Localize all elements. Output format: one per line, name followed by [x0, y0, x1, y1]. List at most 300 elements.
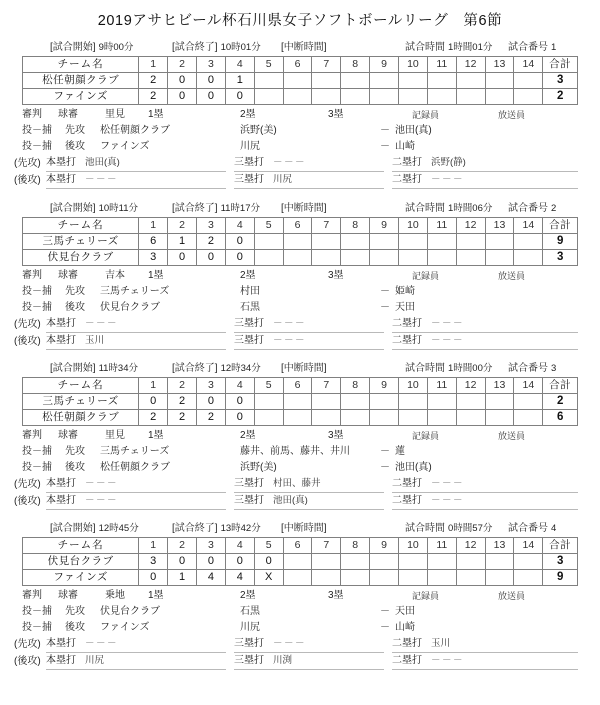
score-table-header-row — [23, 218, 578, 234]
umpire-label: 審判 — [22, 430, 42, 441]
inning-header: 1 — [139, 538, 168, 554]
inning-header: 4 — [225, 57, 254, 73]
duration-label: 試合時間 — [405, 203, 445, 214]
duration-item — [405, 201, 492, 217]
inning-score-cell: 0 — [196, 554, 225, 570]
inning-score-cell: 2 — [168, 394, 197, 410]
triple-value: －－－ — [273, 335, 307, 346]
end-time-value: 11時17分 — [220, 203, 260, 214]
inning-header: 7 — [312, 378, 341, 394]
inning-score-cell — [514, 554, 543, 570]
triple-group — [234, 316, 384, 333]
home-run-group — [46, 493, 226, 510]
score-table-header-row — [23, 57, 578, 73]
break-time-label: [中断時間] — [281, 42, 327, 53]
inning-header: 10 — [399, 218, 428, 234]
announcer-label: 放送員 — [498, 271, 526, 281]
base2-umpire-label: 2塁 — [240, 270, 256, 281]
battery-label: 投－捕 — [22, 125, 52, 136]
inning-score-cell — [341, 394, 370, 410]
total-score-cell: 2 — [543, 394, 578, 410]
attack-order-label: 先攻 — [65, 286, 85, 297]
triple-value: －－－ — [273, 638, 307, 649]
duration-value: 1時間06分 — [448, 203, 493, 214]
triple-value: －－－ — [273, 157, 307, 168]
inning-score-cell: 4 — [225, 570, 254, 586]
inning-score-cell — [312, 89, 341, 105]
inning-header: 8 — [341, 57, 370, 73]
inning-header: 2 — [168, 218, 197, 234]
battery-label: 投－捕 — [22, 606, 52, 617]
inning-score-cell — [456, 234, 485, 250]
end-time-label: [試合終了] — [172, 203, 218, 214]
hit-record-row — [0, 155, 600, 172]
plate-umpire-label: 球審 — [58, 430, 78, 441]
score-table — [22, 377, 578, 426]
double-group — [392, 316, 578, 333]
end-time-value: 13時42分 — [220, 523, 261, 534]
home-run-value: 玉川 — [85, 335, 105, 346]
battery-team-name: 伏見台クラブ — [100, 606, 160, 617]
start-time-label: [試合開始] — [50, 363, 96, 374]
duration-value: 0時間57分 — [448, 523, 493, 534]
inning-header: 7 — [312, 538, 341, 554]
inning-score-cell: 0 — [196, 89, 225, 105]
inning-score-cell — [254, 234, 283, 250]
triple-label: 三塁打 — [234, 638, 264, 649]
duration-item — [405, 521, 492, 537]
double-label: 二塁打 — [392, 318, 422, 329]
start-time-item — [50, 40, 133, 56]
inning-header: 13 — [485, 57, 514, 73]
inning-score-cell — [254, 73, 283, 89]
catcher-value: 天田 — [395, 302, 415, 313]
inning-score-cell — [370, 73, 399, 89]
inning-score-cell: 0 — [225, 554, 254, 570]
team-name-cell: 伏見台クラブ — [23, 554, 139, 570]
end-time-item — [172, 40, 261, 56]
end-time-label: [試合終了] — [172, 523, 218, 534]
battery-row — [0, 284, 600, 300]
team-name-cell: 三馬チェリーズ — [23, 394, 139, 410]
triple-label: 三塁打 — [234, 478, 264, 489]
team-name-cell: ファインズ — [23, 89, 139, 105]
double-group — [392, 333, 578, 350]
team-name-header: チーム名 — [23, 538, 139, 554]
inning-header: 12 — [456, 378, 485, 394]
officials-row — [0, 588, 600, 604]
double-value: －－－ — [431, 335, 465, 346]
officials-row — [0, 107, 600, 123]
battery-row — [0, 460, 600, 476]
inning-header: 5 — [254, 538, 283, 554]
table-row — [23, 554, 578, 570]
start-time-value: 9時00分 — [98, 42, 134, 53]
game-block — [0, 40, 600, 189]
inning-header: 13 — [485, 378, 514, 394]
inning-header: 3 — [196, 378, 225, 394]
home-run-group — [46, 333, 226, 350]
start-time-item — [50, 521, 139, 537]
game-number-value: 1 — [551, 42, 557, 53]
inning-header: 5 — [254, 57, 283, 73]
inning-score-cell: 2 — [139, 89, 168, 105]
home-run-label: 本塁打 — [46, 335, 76, 346]
table-row — [23, 89, 578, 105]
battery-team-name: ファインズ — [100, 141, 150, 152]
inning-score-cell — [283, 394, 312, 410]
page-title: 2019アサヒビール杯石川県女子ソフトボールリーグ 第6節 — [97, 13, 503, 29]
inning-score-cell — [399, 394, 428, 410]
inning-header: 6 — [283, 538, 312, 554]
inning-score-cell — [485, 234, 514, 250]
inning-score-cell: 2 — [196, 234, 225, 250]
inning-header: 3 — [196, 538, 225, 554]
attack-order-label: 先攻 — [65, 125, 85, 136]
inning-header: 4 — [225, 378, 254, 394]
inning-score-cell — [341, 410, 370, 426]
double-group — [392, 493, 578, 510]
inning-score-cell: 0 — [225, 394, 254, 410]
battery-label: 投－捕 — [22, 286, 52, 297]
inning-score-cell — [485, 89, 514, 105]
inning-score-cell — [341, 89, 370, 105]
base1-umpire-label: 1塁 — [148, 430, 164, 441]
battery-dash: － — [380, 606, 390, 617]
inning-score-cell — [514, 234, 543, 250]
game-number-value: 2 — [551, 203, 557, 214]
triple-value: 川渕 — [273, 655, 293, 666]
game-number-label: 試合番号 — [508, 363, 548, 374]
inning-score-cell — [254, 250, 283, 266]
end-time-value: 10時01分 — [220, 42, 261, 53]
total-score-cell: 9 — [543, 570, 578, 586]
triple-group — [234, 333, 384, 350]
inning-score-cell: 0 — [225, 234, 254, 250]
scorer-label: 記録員 — [412, 271, 440, 281]
inning-score-cell: 2 — [168, 410, 197, 426]
double-value: 玉川 — [431, 638, 451, 649]
catcher-value: 姫崎 — [395, 286, 415, 297]
home-run-value: 池田(真) — [85, 157, 120, 168]
inning-score-cell — [514, 250, 543, 266]
plate-umpire-label: 球審 — [58, 590, 78, 601]
double-label: 二塁打 — [392, 638, 422, 649]
inning-header: 12 — [456, 218, 485, 234]
inning-header: 9 — [370, 538, 399, 554]
inning-score-cell — [456, 394, 485, 410]
inning-score-cell — [485, 73, 514, 89]
home-run-label: 本塁打 — [46, 157, 76, 168]
game-detail-rows — [0, 428, 600, 510]
battery-label: 投－捕 — [22, 462, 52, 473]
inning-score-cell — [312, 250, 341, 266]
inning-score-cell: 0 — [254, 554, 283, 570]
inning-score-cell: 0 — [196, 394, 225, 410]
inning-header: 2 — [168, 57, 197, 73]
hit-record-row — [0, 493, 600, 510]
inning-score-cell — [456, 73, 485, 89]
catcher-value: 山崎 — [395, 141, 415, 152]
total-header: 合計 — [543, 378, 578, 394]
inning-score-cell — [427, 89, 456, 105]
inning-score-cell: 2 — [196, 410, 225, 426]
total-score-cell: 3 — [543, 554, 578, 570]
inning-header: 6 — [283, 57, 312, 73]
inning-score-cell — [514, 570, 543, 586]
home-run-value: －－－ — [85, 638, 119, 649]
inning-score-cell — [399, 570, 428, 586]
start-time-item — [50, 361, 138, 377]
inning-header: 1 — [139, 218, 168, 234]
inning-header: 11 — [427, 218, 456, 234]
pitcher-value: 村田 — [240, 286, 260, 297]
catcher-value: 天田 — [395, 606, 415, 617]
double-group — [392, 172, 578, 189]
inning-score-cell: 0 — [225, 410, 254, 426]
home-run-group — [46, 476, 226, 493]
plate-umpire-value: 里見 — [105, 430, 125, 441]
inning-header: 2 — [168, 378, 197, 394]
inning-score-cell: 0 — [196, 250, 225, 266]
triple-value: 村田、藤井 — [273, 478, 321, 489]
hit-record-row — [0, 172, 600, 189]
double-group — [392, 636, 578, 653]
inning-score-cell: X — [254, 570, 283, 586]
total-score-cell: 3 — [543, 250, 578, 266]
double-value: 浜野(静) — [431, 157, 466, 168]
inning-score-cell — [485, 394, 514, 410]
base1-umpire-label: 1塁 — [148, 270, 164, 281]
inning-header: 7 — [312, 218, 341, 234]
inning-score-cell — [370, 570, 399, 586]
inning-score-cell — [254, 410, 283, 426]
inning-header: 5 — [254, 378, 283, 394]
inning-score-cell — [485, 554, 514, 570]
inning-score-cell: 0 — [196, 73, 225, 89]
score-table-header-row — [23, 538, 578, 554]
battery-dash: － — [380, 302, 390, 313]
game-block — [0, 361, 600, 510]
inning-score-cell: 1 — [168, 570, 197, 586]
triple-group — [234, 653, 384, 670]
inning-score-cell — [427, 410, 456, 426]
game-number-label: 試合番号 — [508, 42, 548, 53]
inning-score-cell: 0 — [168, 73, 197, 89]
table-row — [23, 570, 578, 586]
umpire-label: 審判 — [22, 590, 42, 601]
total-score-cell: 3 — [543, 73, 578, 89]
break-time-item — [281, 201, 330, 217]
inning-score-cell — [341, 554, 370, 570]
end-time-item — [172, 361, 261, 377]
attack-order-paren-label: (後攻) — [14, 496, 41, 507]
team-name-header: チーム名 — [23, 378, 139, 394]
team-name-cell: ファインズ — [23, 570, 139, 586]
inning-score-cell — [399, 250, 428, 266]
start-time-item — [50, 201, 138, 217]
score-table — [22, 56, 578, 105]
home-run-value: －－－ — [85, 174, 119, 185]
triple-label: 三塁打 — [234, 318, 264, 329]
home-run-value: －－－ — [85, 478, 119, 489]
double-value: －－－ — [431, 318, 465, 329]
catcher-value: 蓮 — [395, 446, 405, 457]
inning-score-cell — [312, 410, 341, 426]
inning-header: 11 — [427, 57, 456, 73]
inning-header: 11 — [427, 378, 456, 394]
double-label: 二塁打 — [392, 157, 422, 168]
inning-score-cell — [370, 250, 399, 266]
inning-score-cell — [456, 570, 485, 586]
inning-score-cell — [514, 410, 543, 426]
double-value: －－－ — [431, 495, 465, 506]
inning-score-cell: 1 — [225, 73, 254, 89]
game-number-value: 4 — [551, 523, 557, 534]
break-time-item — [281, 361, 330, 377]
scorer-label: 記録員 — [412, 431, 440, 441]
announcer-label: 放送員 — [498, 431, 526, 441]
triple-group — [234, 172, 384, 189]
inning-score-cell — [341, 73, 370, 89]
inning-header: 3 — [196, 218, 225, 234]
inning-score-cell — [370, 410, 399, 426]
inning-score-cell — [514, 394, 543, 410]
attack-order-paren-label: (後攻) — [14, 175, 41, 186]
inning-score-cell — [312, 570, 341, 586]
home-run-group — [46, 172, 226, 189]
inning-score-cell — [370, 234, 399, 250]
battery-team-name: 三馬チェリーズ — [100, 446, 170, 457]
inning-score-cell — [254, 89, 283, 105]
double-value: －－－ — [431, 655, 465, 666]
inning-score-cell: 1 — [168, 234, 197, 250]
game-detail-rows — [0, 268, 600, 350]
attack-order-label: 後攻 — [65, 462, 85, 473]
triple-label: 三塁打 — [234, 655, 264, 666]
inning-header: 4 — [225, 218, 254, 234]
battery-label: 投－捕 — [22, 302, 52, 313]
inning-score-cell — [456, 554, 485, 570]
triple-group — [234, 636, 384, 653]
battery-team-name: ファインズ — [100, 622, 150, 633]
battery-label: 投－捕 — [22, 446, 52, 457]
game-number-item — [508, 521, 556, 537]
attack-order-label: 後攻 — [65, 622, 85, 633]
game-number-value: 3 — [551, 363, 557, 374]
home-run-label: 本塁打 — [46, 174, 76, 185]
base2-umpire-label: 2塁 — [240, 430, 256, 441]
duration-label: 試合時間 — [405, 363, 445, 374]
total-header: 合計 — [543, 218, 578, 234]
catcher-value: 山崎 — [395, 622, 415, 633]
inning-header: 10 — [399, 378, 428, 394]
inning-header: 14 — [514, 378, 543, 394]
battery-team-name: 三馬チェリーズ — [100, 286, 170, 297]
inning-score-cell — [254, 394, 283, 410]
duration-label: 試合時間 — [405, 523, 445, 534]
game-number-item — [508, 201, 556, 217]
scorer-label: 記録員 — [412, 591, 440, 601]
officials-row — [0, 428, 600, 444]
inning-header: 2 — [168, 538, 197, 554]
double-label: 二塁打 — [392, 655, 422, 666]
battery-row — [0, 620, 600, 636]
inning-header: 6 — [283, 218, 312, 234]
inning-header: 14 — [514, 57, 543, 73]
home-run-label: 本塁打 — [46, 318, 76, 329]
inning-score-cell — [341, 250, 370, 266]
game-number-label: 試合番号 — [508, 523, 548, 534]
battery-team-name: 伏見台クラブ — [100, 302, 160, 313]
end-time-label: [試合終了] — [172, 363, 218, 374]
inning-score-cell — [370, 554, 399, 570]
team-name-cell: 三馬チェリーズ — [23, 234, 139, 250]
inning-header: 13 — [485, 538, 514, 554]
game-meta-row — [0, 40, 600, 56]
inning-score-cell — [427, 554, 456, 570]
game-number-item — [508, 40, 556, 56]
inning-score-cell — [399, 73, 428, 89]
announcer-label: 放送員 — [498, 591, 526, 601]
end-time-label: [試合終了] — [172, 42, 218, 53]
hit-record-row — [0, 636, 600, 653]
inning-header: 4 — [225, 538, 254, 554]
inning-header: 12 — [456, 57, 485, 73]
inning-header: 9 — [370, 378, 399, 394]
double-label: 二塁打 — [392, 495, 422, 506]
plate-umpire-label: 球審 — [58, 109, 78, 120]
hit-record-row — [0, 333, 600, 350]
inning-score-cell — [485, 570, 514, 586]
total-score-cell: 2 — [543, 89, 578, 105]
inning-header: 1 — [139, 378, 168, 394]
start-time-label: [試合開始] — [50, 42, 96, 53]
total-header: 合計 — [543, 57, 578, 73]
pitcher-value: 石黒 — [240, 606, 260, 617]
home-run-group — [46, 636, 226, 653]
score-table — [22, 217, 578, 266]
break-time-item — [281, 40, 330, 56]
start-time-label: [試合開始] — [50, 203, 96, 214]
home-run-label: 本塁打 — [46, 655, 76, 666]
triple-group — [234, 476, 384, 493]
triple-group — [234, 493, 384, 510]
umpire-label: 審判 — [22, 270, 42, 281]
plate-umpire-value: 吉本 — [105, 270, 125, 281]
team-name-header: チーム名 — [23, 57, 139, 73]
inning-score-cell — [514, 89, 543, 105]
inning-score-cell — [312, 394, 341, 410]
battery-dash: － — [380, 286, 390, 297]
base2-umpire-label: 2塁 — [240, 109, 256, 120]
inning-score-cell: 0 — [168, 554, 197, 570]
inning-score-cell — [283, 89, 312, 105]
triple-label: 三塁打 — [234, 335, 264, 346]
base2-umpire-label: 2塁 — [240, 590, 256, 601]
inning-score-cell — [283, 554, 312, 570]
triple-label: 三塁打 — [234, 174, 264, 185]
game-meta-row — [0, 361, 600, 377]
inning-header: 10 — [399, 538, 428, 554]
battery-row — [0, 300, 600, 316]
battery-label: 投－捕 — [22, 622, 52, 633]
break-time-label: [中断時間] — [281, 203, 327, 214]
duration-value: 1時間01分 — [448, 42, 493, 53]
double-label: 二塁打 — [392, 335, 422, 346]
inning-score-cell — [399, 234, 428, 250]
inning-header: 8 — [341, 378, 370, 394]
